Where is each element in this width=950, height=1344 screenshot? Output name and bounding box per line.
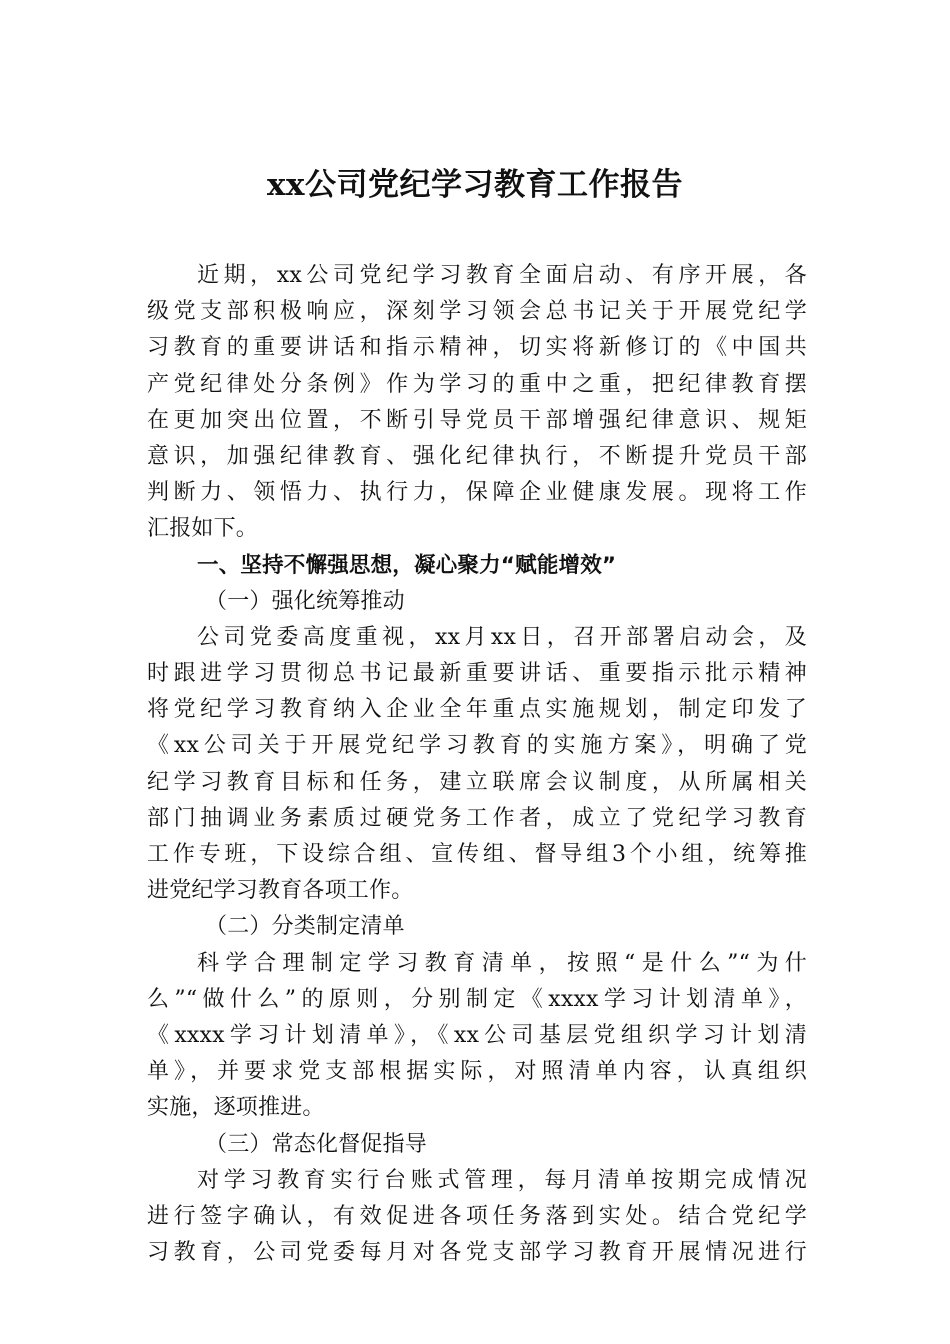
paragraph-line: 么”“做什么”的原则，分别制定《xxxx学习计划清单》， bbox=[147, 986, 807, 1012]
paragraph-line: 实施，逐项推进。 bbox=[147, 1095, 325, 1121]
paragraph-line: 公司党委高度重视，xx月xx日，召开部署启动会，及 bbox=[197, 624, 807, 650]
document-body bbox=[147, 258, 807, 1271]
paragraph-line: 部门抽调业务素质过硬党务工作者，成立了党纪学习教育 bbox=[147, 805, 807, 831]
subsection-heading: （一）强化统筹推动 bbox=[205, 588, 405, 614]
paragraph-line: 产党纪律处分条例》作为学习的重中之重，把纪律教育摆 bbox=[147, 371, 807, 397]
paragraph-line: 时跟进学习贯彻总书记最新重要讲话、重要指示批示精神 bbox=[147, 661, 807, 687]
subsection-heading: （三）常态化督促指导 bbox=[205, 1131, 428, 1157]
paragraph-line: 《xxxx学习计划清单》，《xx公司基层党组织学习计划清 bbox=[147, 1022, 807, 1048]
paragraph-line: 将党纪学习教育纳入企业全年重点实施规划，制定印发了 bbox=[147, 697, 807, 723]
paragraph-line: 习教育的重要讲话和指示精神，切实将新修订的《中国共 bbox=[147, 335, 807, 361]
paragraph-line: 单》，并要求党支部根据实际，对照清单内容，认真组织 bbox=[147, 1059, 807, 1085]
paragraph-line: 进党纪学习教育各项工作。 bbox=[147, 878, 414, 904]
paragraph-line: 级党支部积极响应，深刻学习领会总书记关于开展党纪学 bbox=[147, 299, 807, 325]
paragraph-line: 对学习教育实行台账式管理，每月清单按期完成情况 bbox=[197, 1167, 807, 1193]
section-heading: 一、坚持不懈强思想，凝心聚力“赋能增效” bbox=[197, 552, 617, 578]
paragraph-line: 近期，xx公司党纪学习教育全面启动、有序开展，各 bbox=[197, 263, 807, 288]
subsection-heading: （二）分类制定清单 bbox=[205, 914, 405, 940]
paragraph-line: 科学合理制定学习教育清单，按照“是什么”“为什 bbox=[197, 950, 807, 976]
paragraph-line: 判断力、领悟力、执行力，保障企业健康发展。现将工作 bbox=[147, 480, 807, 506]
paragraph-line: 汇报如下。 bbox=[147, 516, 259, 542]
paragraph-line: 在更加突出位置，不断引导党员干部增强纪律意识、规矩 bbox=[147, 407, 807, 433]
paragraph-line: 意识，加强纪律教育、强化纪律执行，不断提升党员干部 bbox=[147, 443, 807, 469]
paragraph-line: 纪学习教育目标和任务，建立联席会议制度，从所属相关 bbox=[147, 769, 807, 795]
paragraph-line: 《xx公司关于开展党纪学习教育的实施方案》，明确了党 bbox=[147, 733, 807, 759]
document-title: xx公司党纪学习教育工作报告 bbox=[267, 167, 683, 203]
paragraph-line: 工作专班，下设综合组、宣传组、督导组3个小组，统筹推 bbox=[147, 842, 807, 867]
paragraph-line: 进行签字确认，有效促进各项任务落到实处。结合党纪学 bbox=[147, 1203, 807, 1229]
paragraph-line: 习教育，公司党委每月对各党支部学习教育开展情况进行 bbox=[147, 1240, 807, 1266]
